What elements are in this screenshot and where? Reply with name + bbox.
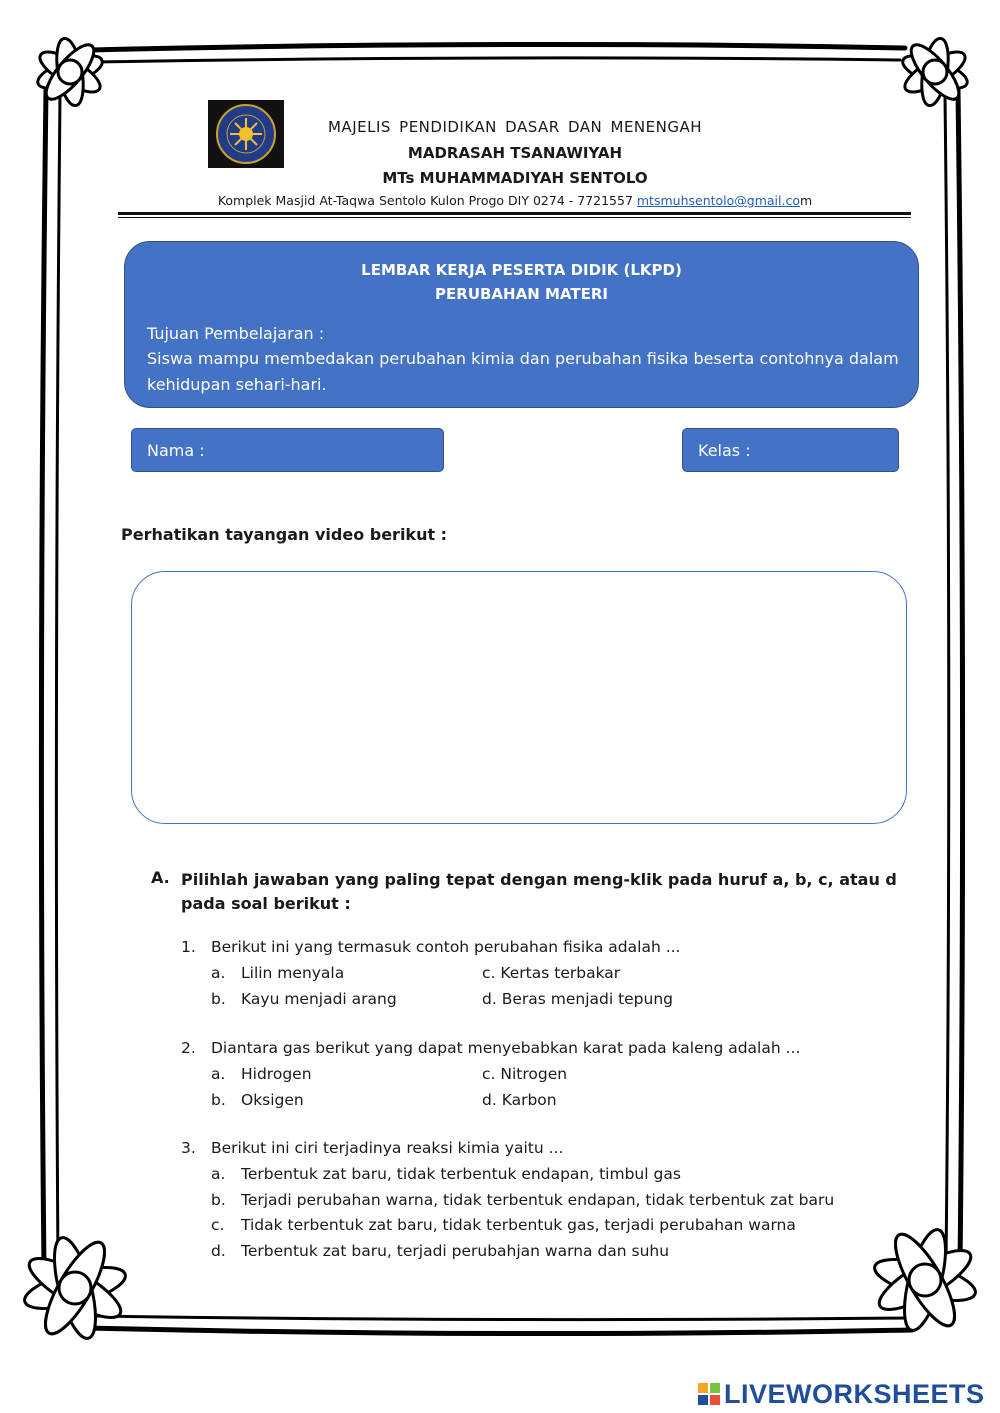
question-text: Berikut ini yang termasuk contoh perubahan fisika adalah ...: [211, 938, 681, 956]
option-text-b: Kayu menjadi arang: [241, 990, 397, 1008]
email-link[interactable]: mtsmuhsentolo@gmail.co: [636, 193, 800, 208]
header-rule-thin: [118, 217, 911, 218]
letterhead: [120, 100, 910, 220]
goal-text: Siswa mampu membedakan perubahan kimia dan perubahan fisika beserta contohnya dalam kehidupan sehari-hari.: [147, 349, 899, 394]
option-label-c[interactable]: c.: [211, 1216, 225, 1234]
header-line-3: MTs MUHAMMADIYAH SENTOLO: [382, 169, 648, 187]
class-label: Kelas :: [698, 441, 751, 460]
option-text-b: Terjadi perubahan warna, tidak terbentuk endapan, tidak terbentuk zat baru: [241, 1191, 835, 1209]
address-text: Komplek Masjid At-Taqwa Sentolo Kulon Progo DIY 0274 - 7721557: [217, 193, 637, 208]
goal-label: Tujuan Pembelajaran :: [147, 324, 325, 343]
question-number: 2.: [181, 1039, 196, 1057]
question-number: 1.: [181, 938, 196, 956]
question-1: [0, 938, 1000, 1018]
email-tail: m: [800, 193, 813, 208]
video-placeholder[interactable]: [131, 571, 907, 824]
option-label-a[interactable]: a.: [211, 964, 226, 982]
section-a-instruction: Pilihlah jawaban yang paling tepat dengan meng-klik pada huruf a, b, c, atau d pada soal berikut :: [181, 870, 897, 913]
watermark-text: LIVEWORKSHEETS: [724, 1378, 985, 1409]
header-address: [120, 193, 910, 208]
lkpd-subtitle: PERUBAHAN MATERI: [435, 285, 608, 303]
option-text-a: Lilin menyala: [241, 964, 345, 982]
name-label: Nama :: [147, 441, 205, 460]
option-label-a[interactable]: a.: [211, 1165, 226, 1183]
question-2: [0, 1039, 1000, 1119]
header-line-2: MADRASAH TSANAWIYAH: [407, 144, 623, 162]
option-label-b[interactable]: b.: [211, 990, 226, 1008]
lkpd-info-box: [124, 241, 919, 408]
option-c[interactable]: c. Nitrogen: [482, 1065, 568, 1083]
question-text: Diantara gas berikut yang dapat menyebabkan karat pada kaleng adalah ...: [211, 1039, 801, 1057]
option-c[interactable]: c. Kertas terbakar: [482, 964, 621, 982]
liveworksheets-watermark: [698, 1378, 985, 1410]
question-text: Berikut ini ciri terjadinya reaksi kimia yaitu ...: [211, 1139, 564, 1157]
option-text-a: Hidrogen: [241, 1065, 312, 1083]
question-number: 3.: [181, 1139, 196, 1157]
option-text-a: Terbentuk zat baru, tidak terbentuk endapan, timbul gas: [241, 1165, 681, 1183]
name-field[interactable]: [131, 428, 444, 472]
option-d[interactable]: d. Beras menjadi tepung: [482, 990, 674, 1008]
section-a-letter: A.: [151, 868, 170, 887]
class-field[interactable]: [682, 428, 899, 472]
option-d[interactable]: d. Karbon: [482, 1091, 557, 1109]
header-line-1: MAJELIS PENDIDIKAN DASAR DAN MENENGAH: [327, 118, 703, 136]
option-text-b: Oksigen: [241, 1091, 304, 1109]
option-label-a[interactable]: a.: [211, 1065, 226, 1083]
liveworksheets-logo-icon: [698, 1383, 720, 1405]
question-3: [0, 1139, 1000, 1269]
header-rule-thick: [118, 212, 911, 215]
option-text-c: Tidak terbentuk zat baru, tidak terbentuk gas, terjadi perubahan warna: [241, 1216, 796, 1234]
option-label-b[interactable]: b.: [211, 1091, 226, 1109]
video-instruction: Perhatikan tayangan video berikut :: [121, 525, 448, 544]
option-text-d: Terbentuk zat baru, terjadi perubahjan warna dan suhu: [241, 1242, 670, 1260]
option-label-b[interactable]: b.: [211, 1191, 226, 1209]
lkpd-title: LEMBAR KERJA PESERTA DIDIK (LKPD): [361, 261, 682, 279]
option-label-d[interactable]: d.: [211, 1242, 226, 1260]
